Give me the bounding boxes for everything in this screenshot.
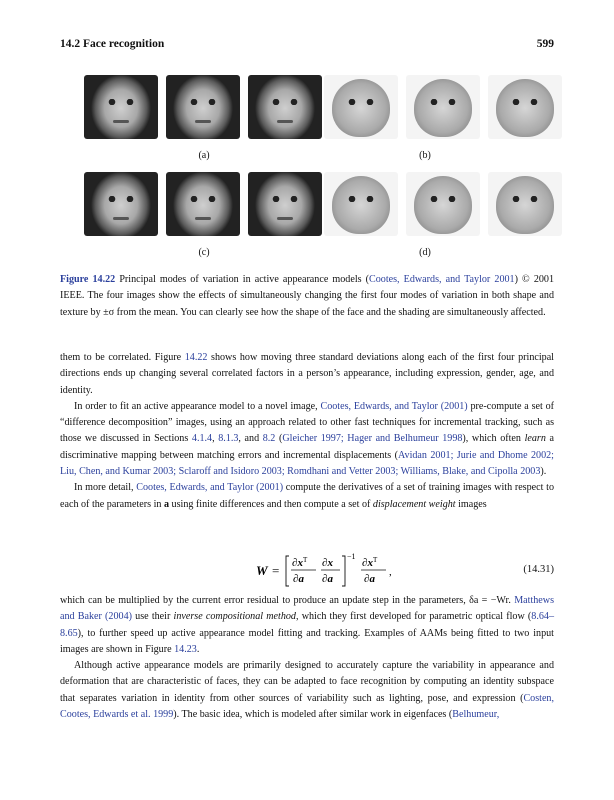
face-image: [84, 75, 158, 139]
panel-label-a: (a): [198, 150, 210, 161]
citation-link[interactable]: Cootes, Edwards, and Taylor 2001: [369, 274, 515, 285]
citation-link[interactable]: Costen, Cootes, Edwards et al. 1999: [60, 692, 554, 721]
equation-14-31: [60, 550, 554, 590]
paragraph: In order to fit an active appearance model to a novel image, Cootes, Edwards, and Taylor (2001) pre-compute a set of “difference decomposition” images, using an approach related to other fast techniques for incremental tracking, such as those we discussed in Sections 4.1.4, 8.1.3, and 8.2 (Gleicher 1997; Hager and Belhumeur 1998), which often learn a discriminative mapping between matching errors and incremental displacements (Avidan 2001; Jurie and Dhome 2002; Liu, Chen, and Kumar 2003; Sclaroff and Isidoro 2003; Romdhani and Vetter 2003; Williams, Blake, and Cipolla 2003).: [60, 400, 555, 478]
face-image: [406, 75, 480, 139]
figure-panel-b: [324, 75, 562, 139]
equation-ref-link[interactable]: 8.64–8.65: [60, 611, 555, 639]
face-image: [488, 75, 562, 139]
citation-link[interactable]: Cootes, Edwards, and Taylor (2001): [320, 400, 468, 412]
citation-link[interactable]: Avidan 2001; Jurie and Dhome 2002; Liu, Chen, and Kumar 2003; Sclaroff and Isidoro 2003; Romdhani and Vetter 2003; Williams, Blake, and Cipolla 2003: [60, 449, 554, 478]
face-image: [166, 172, 240, 236]
svg-text:∂xT: $\partial x^T$: [362, 556, 378, 569]
face-image: [324, 172, 398, 236]
running-header: [60, 38, 554, 50]
paragraph: Although active appearance models are primarily designed to accurately capture the variability in appearance and deformation that are characteristic of faces, they can be adapted to face recognition by computing an identity subspace that separates variation in identity from other sources of variability such as lighting, pose, and expression (Costen, Cootes, Edwards et al. 1999). The basic idea, which is modeled after similar work in eigenfaces (Belhumeur,: [60, 660, 554, 721]
citation-link[interactable]: Gleicher 1997; Hager and Belhumeur 1998: [282, 433, 463, 445]
svg-text:∂a: ∂a: [322, 573, 333, 585]
section-title: 14.2 Face recognition: [60, 38, 165, 50]
panel-label-c: (c): [198, 247, 210, 258]
equation-exponent: −1: [347, 552, 356, 561]
citation-link[interactable]: Belhumeur,: [452, 709, 500, 721]
svg-text:∂a: ∂a: [293, 573, 304, 585]
section-ref-link[interactable]: 4.1.4: [191, 433, 213, 445]
face-image: [406, 172, 480, 236]
figure-label: Figure 14.22: [60, 274, 116, 285]
face-image: [488, 172, 562, 236]
body-text: [60, 350, 554, 513]
citation-link[interactable]: Matthews and Baker (2004): [60, 595, 554, 623]
equation-graphic: [256, 550, 406, 590]
svg-text:∂a: ∂a: [364, 573, 375, 585]
paragraph: which can be multiplied by the current error residual to produce an update step in the parameters, δa = −Wr. Matthews and Baker (2004) use their inverse compositional method, which they first developed for parametric optical flow (8.64–8.65), to further speed up active appearance model fitting and tracking. Examples of AAMs being fitted to two input images are shown in Figure 14.23.: [60, 595, 555, 655]
face-image: [84, 172, 158, 236]
face-image: [248, 75, 322, 139]
panel-label-d: (d): [419, 247, 431, 258]
svg-text:∂x: ∂x: [322, 557, 333, 569]
face-image: [166, 75, 240, 139]
page-number: 599: [536, 38, 554, 50]
face-image: [324, 75, 398, 139]
figure-panel-c: [84, 172, 322, 236]
figure-ref-link[interactable]: 14.22: [184, 352, 208, 363]
figure-ref-link[interactable]: 14.23: [174, 643, 197, 655]
paragraph: them to be correlated. Figure 14.22 shows how moving three standard deviations along each of the first four principal directions ends up changing several correlated factors in a person’s appearance, including expression, gender, age, and identity.: [60, 352, 554, 396]
body-text-continued: [60, 593, 554, 723]
svg-text:=: =: [272, 563, 280, 578]
paragraph: In more detail, Cootes, Edwards, and Taylor (2001) compute the derivatives of a set of training images with respect to each of the parameters in a using finite differences and then compute a set of displacement weight images: [60, 482, 555, 510]
equation-lhs: W: [256, 563, 268, 578]
figure-caption: Figure 14.22 Principal modes of variation in active appearance models (Cootes, Edwards, and Taylor 2001) © 2001 IEEE. The four images show the effects of simultaneously changing the first four modes of variation in both shape and texture by ±σ from the mean. You can clearly see how the shape of the face and the shading are simultaneously affected.: [60, 274, 555, 318]
panel-label-b: (b): [419, 150, 431, 161]
section-ref-link[interactable]: 8.1.3: [218, 433, 239, 445]
section-ref-link[interactable]: 8.2: [262, 433, 276, 445]
citation-link[interactable]: Cootes, Edwards, and Taylor (2001): [136, 482, 284, 494]
svg-text:,: ,: [389, 566, 392, 578]
figure-panel-a: [84, 75, 322, 139]
svg-text:∂xT: $\partial x^T$: [292, 556, 308, 569]
equation-number: (14.31): [523, 564, 554, 575]
face-image: [248, 172, 322, 236]
figure-panel-d: [324, 172, 562, 236]
